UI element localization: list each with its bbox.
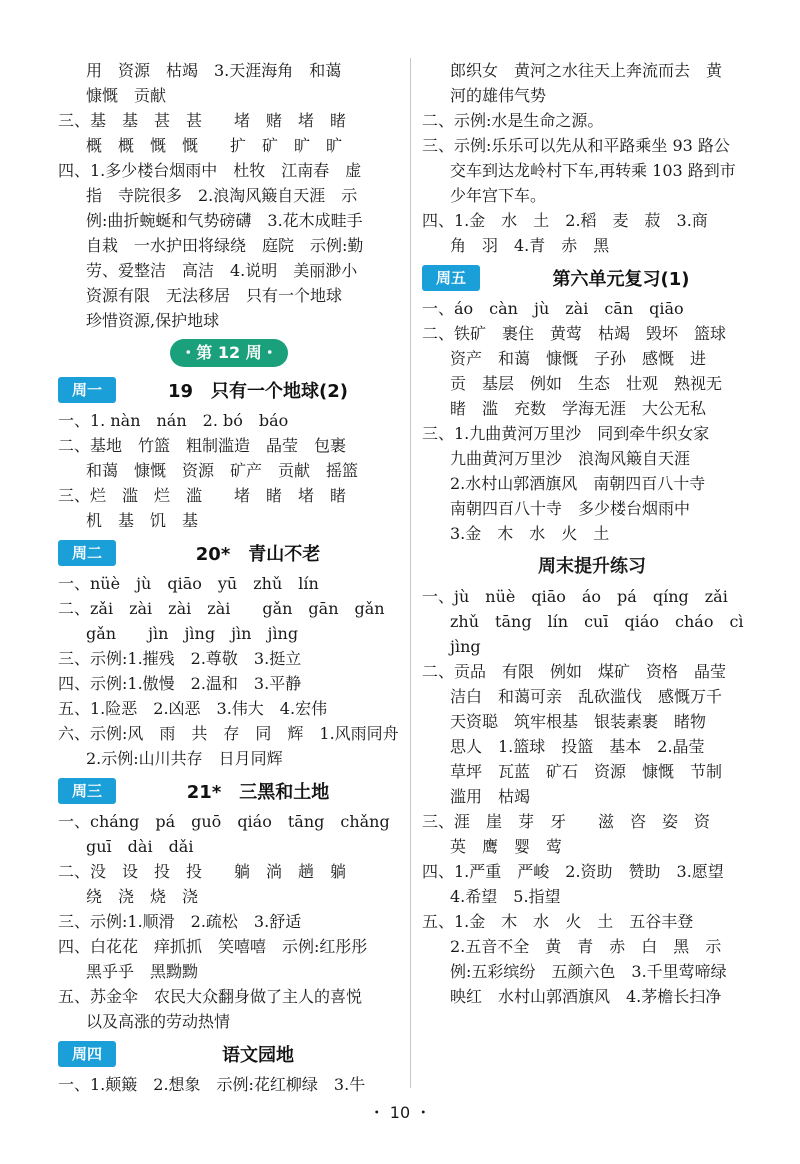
answer-line: 二、铁矿 裹住 黄莺 枯竭 毁坏 篮球 — [422, 324, 727, 343]
answer-line: 三、1.九曲黄河万里沙 同到牵牛织女家 — [422, 424, 710, 443]
answer-line: 2.水村山郭酒旗风 南朝四百八十寺 — [450, 474, 706, 493]
answer-line: 二、基地 竹篮 粗制滥造 晶莹 包裹 — [58, 436, 347, 455]
answer-line: 五、苏金伞 农民大众翻身做了主人的喜悦 — [58, 987, 363, 1006]
answer-line: 睹 滥 充数 学海无涯 大公无私 — [450, 399, 707, 418]
section-header — [58, 1039, 400, 1069]
answer-line: 劳、爱整洁 高洁 4.说明 美丽渺小 — [86, 261, 358, 280]
column-divider — [410, 58, 411, 1088]
answer-line: 绕 浇 烧 浇 — [86, 887, 199, 906]
answer-line: zhǔ tāng lín cuī qiáo cháo cì — [450, 612, 744, 631]
answer-line: 3.金 木 水 火 土 — [450, 524, 610, 543]
left-column — [58, 58, 400, 1097]
answer-line: 三、示例:1.摧残 2.尊敬 3.挺立 — [58, 649, 302, 668]
answer-line: 天资聪 筑牢根基 银装素裹 睹物 — [450, 712, 707, 731]
answer-line: 资产 和蔼 慷慨 子孙 感慨 进 — [450, 349, 707, 368]
answer-line: 二、没 设 投 投 躺 淌 趟 躺 — [58, 862, 347, 881]
answer-line: 三、示例:1.顺滑 2.疏松 3.舒适 — [58, 912, 302, 931]
answer-line: 河的雄伟气势 — [450, 86, 547, 105]
answer-line: 资源有限 无法移居 只有一个地球 — [86, 286, 343, 305]
answer-line: 四、1.金 水 土 2.稻 麦 菽 3.商 — [422, 211, 708, 230]
answer-line: 角 羽 4.青 赤 黑 — [450, 236, 610, 255]
answer-line: 和蔼 慷慨 资源 矿产 贡献 摇篮 — [86, 461, 359, 480]
answer-line: 六、示例:风 雨 共 存 同 辉 1.风雨同舟 — [58, 724, 399, 743]
right-column — [422, 58, 762, 1009]
answer-line: 一、1.颠簸 2.想象 示例:花红柳绿 3.牛 — [58, 1075, 366, 1094]
answer-line: 五、1.险恶 2.凶恶 3.伟大 4.宏伟 — [58, 699, 328, 718]
day-tag: 周四 — [58, 1041, 116, 1067]
answer-line: 英 鹰 婴 莺 — [450, 837, 563, 856]
answer-line: 九曲黄河万里沙 浪淘风簸自天涯 — [450, 449, 691, 468]
section-title: 20* 青山不老 — [195, 544, 321, 565]
answer-line: 一、cháng pá guō qiáo tāng chǎng — [58, 812, 390, 831]
answer-line: 机 基 饥 基 — [86, 511, 199, 530]
answer-line: 贡 基层 例如 生态 壮观 熟视无 — [450, 374, 723, 393]
answer-line: 黑乎乎 黑黝黝 — [86, 962, 199, 981]
answer-line: 交车到达龙岭村下车,再转乘 103 路到市 — [450, 161, 736, 180]
answer-line: 郎织女 黄河之水往天上奔流而去 黄 — [450, 61, 723, 80]
answer-line: 概 概 慨 慨 扩 矿 旷 旷 — [86, 136, 343, 155]
answer-line: 滥用 枯竭 — [450, 787, 531, 806]
answer-line: 指 寺院很多 2.浪淘风簸自天涯 示 — [86, 186, 358, 205]
answer-line: 二、贡品 有限 例如 煤矿 资格 晶莹 — [422, 662, 727, 681]
day-tag: 周三 — [58, 778, 116, 804]
day-tag: 周一 — [58, 377, 116, 403]
answer-line: 南朝四百八十寺 多少楼台烟雨中 — [450, 499, 691, 518]
section-title: 19 只有一个地球(2) — [167, 381, 349, 402]
section-title: 语文园地 — [222, 1045, 294, 1066]
answer-line: 四、1.严重 严峻 2.资助 赞助 3.愿望 — [422, 862, 724, 881]
section-header — [58, 538, 400, 568]
answer-line: 三、示例:乐乐可以先从和平路乘坐 93 路公 — [422, 136, 730, 155]
section-header — [58, 375, 400, 405]
answer-line: 洁白 和蔼可亲 乱砍滥伐 感慨万千 — [450, 687, 723, 706]
answer-line: 三、基 基 甚 甚 堵 赌 堵 睹 — [58, 111, 347, 130]
section-title: 21* 三黑和土地 — [186, 782, 330, 803]
answer-line: 四、1.多少楼台烟雨中 杜牧 江南春 虚 — [58, 161, 362, 180]
answer-line: 一、jù nüè qiāo áo pá qíng zǎi — [422, 587, 728, 606]
answer-line: 例:曲折蜿蜒和气势磅礴 3.花木成畦手 — [86, 211, 363, 230]
answer-line: 一、1. nàn nán 2. bó báo — [58, 411, 289, 430]
answer-line: 例:五彩缤纷 五颜六色 3.千里莺啼绿 — [450, 962, 727, 981]
answer-line: 三、烂 滥 烂 滥 堵 睹 堵 睹 — [58, 486, 347, 505]
answer-line: jìng — [450, 637, 481, 656]
answer-line: 2.示例:山川共存 日月同辉 — [86, 749, 283, 768]
answer-line: 映红 水村山郭酒旗风 4.茅檐长扫净 — [450, 987, 722, 1006]
answer-line: 以及高涨的劳动热情 — [86, 1012, 231, 1031]
week-banner: ・第 12 周・ — [170, 339, 288, 367]
day-tag: 周二 — [58, 540, 116, 566]
answer-line: 思人 1.篮球 投篮 基本 2.晶莹 — [450, 737, 705, 756]
answer-line: 四、白花花 痒抓抓 笑嘻嘻 示例:红彤彤 — [58, 937, 368, 956]
answer-line: 4.希望 5.指望 — [450, 887, 561, 906]
answer-line: 三、涯 崖 芽 牙 滋 咨 姿 资 — [422, 812, 711, 831]
answer-line: 草坪 瓦蓝 矿石 资源 慷慨 节制 — [450, 762, 723, 781]
answer-line: 2.五音不全 黄 青 赤 白 黑 示 — [450, 937, 722, 956]
answer-line: gǎn jìn jìng jìn jìng — [86, 624, 299, 643]
answer-line: 四、示例:1.傲慢 2.温和 3.平静 — [58, 674, 302, 693]
answer-line: 珍惜资源,保护地球 — [86, 311, 220, 330]
weekend-title: 周末提升练习 — [538, 556, 646, 577]
answer-line: 慷慨 贡献 — [86, 86, 167, 105]
answer-line: 二、示例:水是生命之源。 — [422, 111, 604, 130]
answer-line: 自栽 一水护田将绿绕 庭院 示例:勤 — [86, 236, 364, 255]
page-number: ・ 10 ・ — [368, 1103, 432, 1122]
answer-line: 一、áo càn jù zài cān qiāo — [422, 299, 684, 318]
section-header — [422, 263, 762, 293]
day-tag: 周五 — [422, 265, 480, 291]
section-title: 第六单元复习(1) — [552, 269, 690, 290]
answer-line: 少年宫下车。 — [450, 186, 547, 205]
answer-line: 一、nüè jù qiāo yū zhǔ lín — [58, 574, 319, 593]
section-header — [58, 776, 400, 806]
answer-line: 五、1.金 木 水 火 土 五谷丰登 — [422, 912, 694, 931]
answer-line: 用 资源 枯竭 3.天涯海角 和蔼 — [86, 61, 342, 80]
answer-line: guī dài dǎi — [86, 837, 194, 856]
answer-line: 二、zǎi zài zài zài gǎn gān gǎn — [58, 599, 385, 618]
